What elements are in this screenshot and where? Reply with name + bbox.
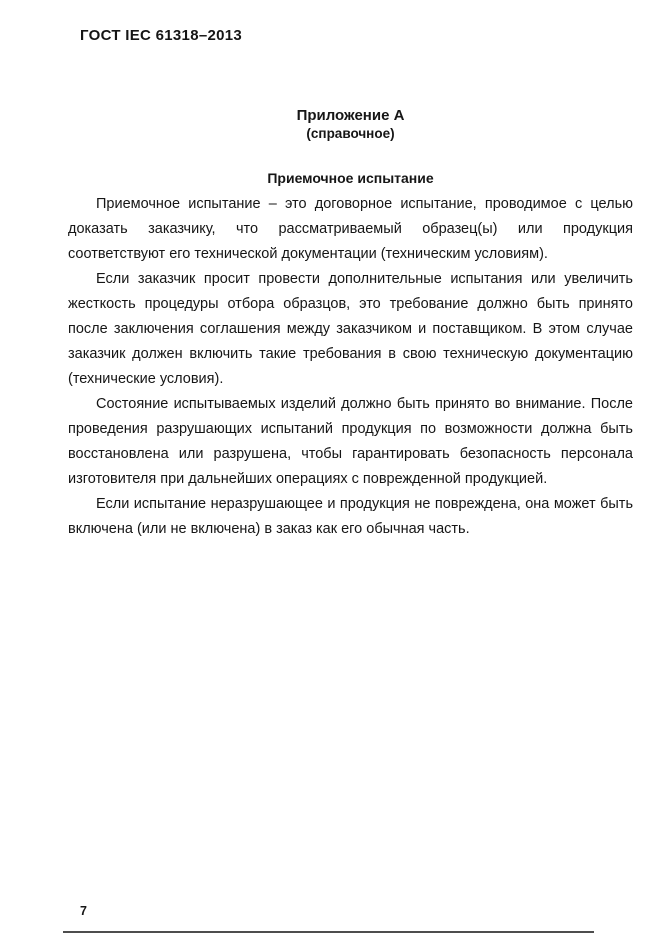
- appendix-title: Приложение А: [296, 107, 405, 124]
- footer-rule: [63, 931, 594, 933]
- paragraph-nondestructive-test: Если испытание неразрушающее и продукция не повреждена, она может быть включена (или не включена) в заказ как его обычная часть.: [68, 496, 633, 537]
- appendix-subtitle: (справочное): [306, 126, 395, 141]
- page-number: 7: [80, 904, 87, 918]
- section-title: Приемочное испытание: [267, 170, 434, 186]
- paragraph-acceptance-definition: Приемочное испытание – это договорное испытание, проводимое с целью доказать заказчику, что рассматриваемый образец(ы) или продукция соответствуют его технической документации (техническим условиям).: [68, 196, 633, 262]
- paragraph-tested-items-condition: Состояние испытываемых изделий должно быть принято во внимание. После проведения разрушающих испытаний продукция по возможности должна быть восстановлена или разрушена, чтобы гарантировать безопасность персонала изготовителя при дальнейших операциях с поврежденной продукцией.: [68, 396, 633, 487]
- document-header: ГОСТ IEC 61318–2013: [80, 27, 243, 44]
- document-body: [68, 192, 633, 542]
- paragraph-additional-tests: Если заказчик просит провести дополнительные испытания или увеличить жесткость процедуры отбора образцов, это требование должно быть принято после заключения соглашения между заказчиком и поставщиком. В этом случае заказчик должен включить такие требования в свою техническую документацию (технические условия).: [68, 271, 633, 387]
